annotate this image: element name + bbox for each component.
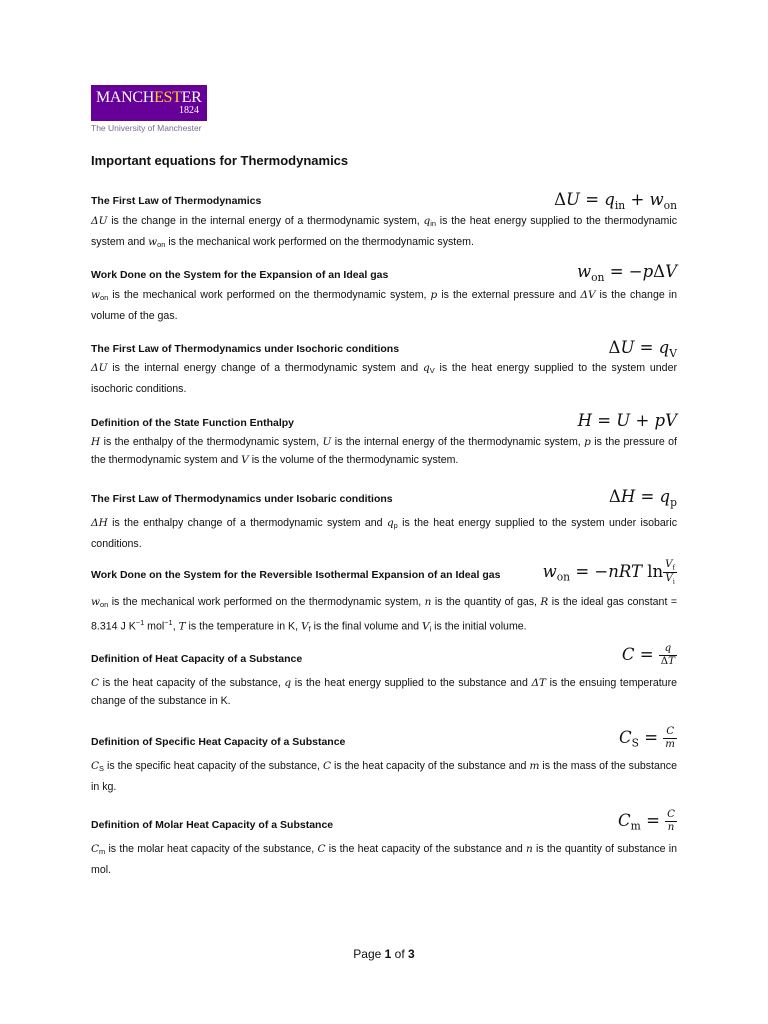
equation: $\Delta U = q_V$ [608, 338, 677, 360]
logo-wordmark: MANCHESTER [96, 89, 202, 106]
section-title: The First Law of Thermodynamics [91, 195, 262, 207]
equation: $C_S$ = $\frac{C}{m}$ [619, 726, 675, 750]
document-title: Important equations for Thermodynamics [91, 153, 349, 168]
section-description: $C_m$ is the molar heat capacity of the substance, C is the heat capacity of the substance and n is the quantity of substance in mol. [91, 843, 677, 876]
section-title: The First Law of Thermodynamics under Isochoric conditions [91, 343, 400, 355]
university-logo [91, 85, 207, 121]
equation: H = U + pV [577, 411, 677, 430]
section-title: Definition of Heat Capacity of a Substance [91, 653, 303, 665]
section-title: The First Law of Thermodynamics under Isobaric conditions [91, 493, 393, 505]
equation: $w_{on} = -p\Delta V$ [576, 262, 677, 284]
section-title: Definition of the State Function Enthalpy [91, 417, 294, 429]
section-description: C is the heat capacity of the substance, q is the heat energy supplied to the substance and ΔT is the ensuing temperature change of the substance in K. [91, 677, 677, 707]
section-title: Definition of Molar Heat Capacity of a Substance [91, 819, 334, 831]
section-description: $w_{on}$ is the mechanical work performed on the thermodynamic system, n is the quantity of gas, R is the ideal gas constant = 8.314 J $K^{-1}$ mol$^{-1}$, T is the temperature in K, $V_f$ is the final volume and $V_i$ is the initial volume. [91, 596, 678, 634]
page-footer: Page 1 of 3 [353, 947, 415, 961]
equation: $w_{on} = -nRT$ ln $\frac{V_f}{V_i}$ [542, 559, 675, 586]
equation: $\Delta U = q_{in} + w_{on}$ [554, 190, 677, 212]
section-description: ΔU is the internal energy change of a thermodynamic system and $q_V$ is the heat energy supplied to the system under isochoric conditions. [91, 362, 677, 395]
equation: $\Delta H = q_p$ [608, 487, 677, 509]
equation: $C_m$ = $\frac{C}{n}$ [618, 809, 675, 833]
equation: C = $\frac{q}{\Delta T}$ [621, 643, 675, 667]
section-description: ΔH is the enthalpy change of a thermodynamic system and $q_p$ is the heat energy supplied to the system under isobaric conditions. [91, 517, 677, 550]
section-description: ΔU is the change in the internal energy of a thermodynamic system, $q_{in}$ is the heat energy supplied to the thermodynamic system and $w_{on}$ is the mechanical work performed on the thermodynamic system. [91, 215, 677, 249]
section-title: Work Done on the System for the Expansion of an Ideal gas [91, 269, 389, 281]
section-title: Work Done on the System for the Reversible Isothermal Expansion of an Ideal gas [91, 569, 501, 581]
section-description: $C_S$ is the specific heat capacity of the substance, C is the heat capacity of the substance and m is the mass of the substance in kg. [91, 760, 677, 793]
logo-year: 1824 [179, 105, 199, 116]
section-description: H is the enthalpy of the thermodynamic system, U is the internal energy of the thermodynamic system, p is the pressure of the thermodynamic system and V is the volume of the thermodynamic system. [91, 436, 677, 466]
section-description: $w_{on}$ is the mechanical work performed on the thermodynamic system, p is the external pressure and ΔV is the change in volume of the gas. [91, 289, 678, 322]
logo-subtitle: The University of Manchester [91, 123, 202, 133]
section-title: Definition of Specific Heat Capacity of a Substance [91, 736, 346, 748]
